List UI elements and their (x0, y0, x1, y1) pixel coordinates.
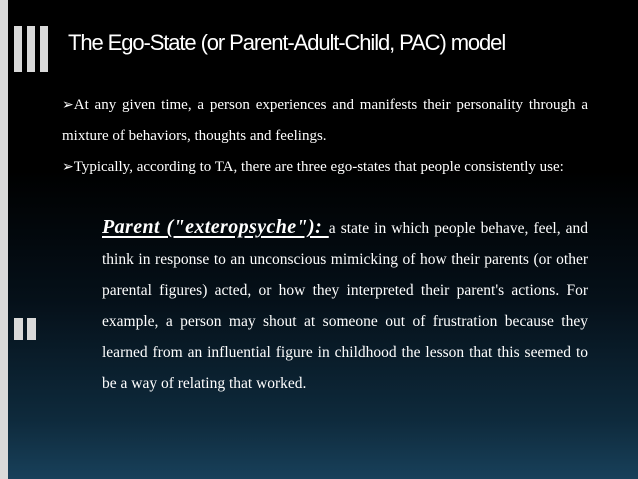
slide-title: The Ego-State (or Parent-Adult-Child, PAC) model (68, 30, 506, 55)
sub-item-text: a state in which people behave, feel, and think in response to an unconscious mimicking of how their parents (or other parental figures) acted, or how they interpreted their parent's actions. For example, a person may shout at someone out of frustration because they learned from an influential figure in childhood the lesson that this seemed to be a way of relating that worked. (102, 220, 589, 392)
arrow-bullet-icon: ➢ (62, 98, 74, 113)
bullet-item-2 (62, 152, 588, 183)
sub-item-parent (102, 212, 588, 399)
bullet-text: Typically, according to TA, there are three ego-states that people consistently use: (73, 159, 564, 175)
arrow-bullet-icon: ➢ (62, 160, 74, 175)
bullet-item-1 (62, 90, 588, 152)
term-parent: Parent ("exteropsyche"): (102, 216, 329, 238)
bullet-text: At any given time, a person experiences and manifests their personality through a mixture of behaviors, thoughts and feelings. (62, 97, 588, 144)
